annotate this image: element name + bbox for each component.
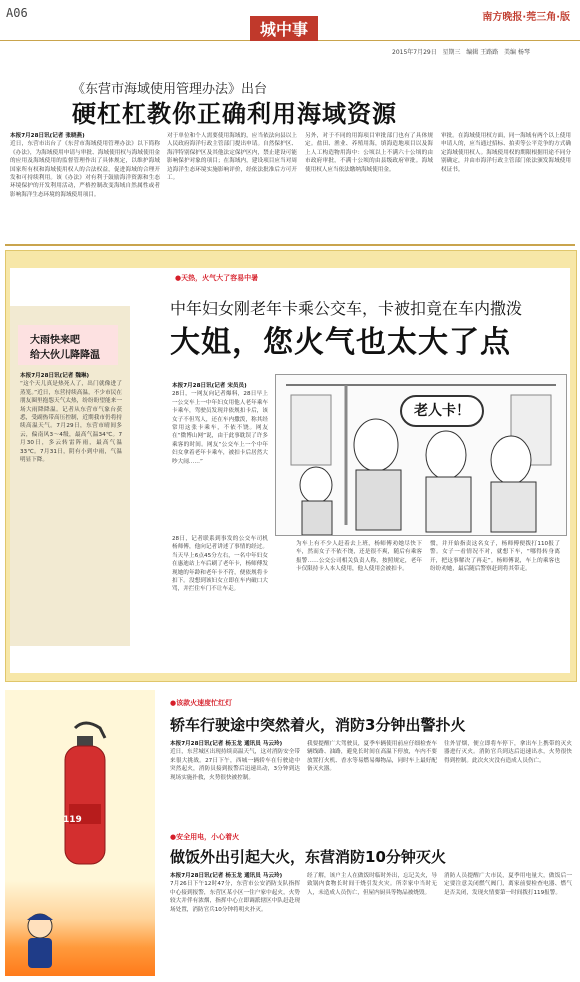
article2-col2: 28日，记者联系到事发的公交车司机杨师傅，他向记者讲述了事情的经过。当天早上6点45分左右，一名中年妇女在惠迪站上车后刷了老年卡，杨师傅发现她的年龄和老年卡不符，便依规将卡扣下。没想到该妇女立即在车内破口大骂，并拦住车门不让车走。 [172,536,268,593]
article2-col3: 为车上有不少人赶着去上班，杨师傅劝她尽快下车，然而女子不依不饶，还是很不爽，随后有乘客报警……公交公司相关负责人称，按照规定，老年卡仅限持卡人本人使用，他人使用会被扣卡。 [296,541,422,573]
article1-col1 [10,132,160,199]
article2-col1 [172,382,268,466]
article3-byline: 本报7月28日讯(记者 杨玉龙 通讯员 马云玲) [170,741,283,747]
article1-headline: 硬杠杠教你正确利用海域资源 [72,100,397,128]
issue-meta [392,47,530,56]
firefighter-mascot-icon [20,910,60,970]
article4-byline: 本报7月28日讯(记者 杨玉龙 通讯员 马云玲) [170,873,283,879]
article1-col4: 审批。在海域使用权方面，同一海域有两个以上使用申请人的，应当通过招标、拍卖等公平竞争的方式确定海域使用权人。海域使用权的期限根据用途不同分别确定，并由市海洋行政主管部门依法颁发海域使用权证书。 [441,133,571,173]
article3-col1-text: 近日，东营城区出现持续高温天气，这对消防安全带来很大挑战。27日下午，西城一辆轿车在行驶途中突然起火，消防员接到报警后迅速出动，3分钟到达现场实施扑救，火势很快被控制。 [170,749,300,781]
article3-col3: 往外冒烟，便立即将车停下，拿出车上携带的灭火器进行灭火。消防官兵到达后迅速出水，火势很快得到控制。此次火灾没有造成人员伤亡。 [444,741,572,764]
weather-sidebar-body [20,372,122,464]
issue-weekday: 星期三 [442,49,461,56]
weather-sidebar-text: “这个天儿真是热死人了，出门就像进了蒸笼。”近日，东营持续高温，不少市民在朋友圈里抱怨天气太热，纷纷盼望能来一场大雨降降温。记者从东营市气象台获悉，受副热带高压控制，近期我市仍将持续高温天气。7月29日，东营市晴间多云，偏南风3～4级，最高气温34℃。7月30日，多云转雷阵雨，最高气温33℃。7月31日，阴有小到中雨，气温明显下降。 [20,381,122,464]
weather-sidebar-title2: 给大伙儿降降温 [30,350,100,361]
article1-col1-text: 近日，东营市出台了《东营市海域使用管理办法》以下简称《办法》，为海域使用申请与审批、海域使用权与海域使用金的应用及海域使用的监督管理作出了具体规定，以维护海域国家所有权和海域使用权人的合法权益，促进海域的合理开发和可持续利用。该《办法》对有利于鼓励海洋资源和生态环境保护的开发利用活动，严格控制改变海域自然属性或者影响海洋生态环境的海域使用项目。 [10,141,160,198]
section-title: 城中事 [250,16,318,41]
article2-byline: 本报7月28日讯(记者 宋员员) [172,383,247,389]
article2-col1-text: 28日，一网友向记者爆料，28日早上一公交车上一中年妇女用他人老年乘车卡乘车，驾驶员发现并依规扣卡后，该女子不但骂人，还在车内撒泼，称其经常用这张卡乘车，不依不饶。网友在“微博山网”说，由于此事耽误了许多乘客的时间。网友“公交车上一个中年妇女拿着老年卡乘车，被扣卡后居然大吵大闹……” [172,391,268,465]
page-header [0,0,580,41]
article4-badge: ●安全用电，小心着火 [170,833,240,841]
article4-col2: 经了解，该户主人在做饭时临时外出，忘记关火，导致锅内食物长时间干烧引发火灾。所幸家中当时无人，未造成人员伤亡，但屋内厨具等物品被烧毁。 [307,873,437,896]
article1-col3: 另外，对于不同的用海项目审批部门也有了具体规定。盐田、渔业、养殖用海，填海造地项目以及海上人工构造物用海中：公顷以上不满六十公顷的由市政府审批，不满十公顷的由县级政府审批。海域使用权人应当依法缴纳海域使用金。 [305,133,433,173]
issue-editor: 编辑 王路路 [466,49,499,56]
article4-col1-text: 7月26日下午12时47分，东营市公安消防支队指挥中心接到报警，东营区某小区一住户家中起火，火势较大并伴有浓烟，指挥中心立即调派辖区中队赶赴现场处置，消防官兵10分钟将明火扑灭。 [170,881,300,913]
article2-subhead: 中年妇女刚老年卡乘公交车，卡被扣竟在车内撒泼 [170,299,523,318]
article3-badge: ●该款火速度忙红灯 [170,699,233,707]
article2-col4: 惯，并开始指责这名女子，杨师傅便拨打110报了警。女子一看情况不对，就想下车，“哪得转身离开，把这事解决了再走”。杨师傅说，车上的乘客也纷纷劝她，最后随后警察赶到将其带走。 [430,541,560,573]
emergency-number-badge: 119 [63,815,82,825]
issue-date: 2015年7月29日 [392,49,437,56]
section-divider [5,244,575,246]
newspaper-brand: 南方晚报·莞三角·版 [482,12,570,23]
article1-byline: 本报7月28日讯(记者 张晓燕) [10,133,85,139]
weather-sidebar-byline: 本报7月28日讯(记者 魏琳) [20,373,90,379]
fire-extinguisher-icon [55,718,115,868]
article2-headline: 大姐，您火气也太大了点 [170,325,511,360]
article1-kicker: 《东营市海域使用管理办法》出台 [72,82,268,97]
article3-headline: 轿车行驶途中突然着火，消防3分钟出警扑火 [170,716,466,734]
weather-sidebar-title1: 大雨快来吧 [30,335,80,346]
article3-col1 [170,740,300,782]
article1-col2: 对于单位和个人需要使用海域的，应当依法向县以上人民政府海洋行政主管部门提出申请。自然保护区、海洋特别保护区及其他法定保护区内，禁止建设可能影响保护对象的项目；在海域内，建设项目应当对周边海洋生态环境实施影响评价，经依法批准后方可开工。 [167,133,297,182]
article4-headline: 做饭外出引起大火，东营消防10分钟灭火 [170,848,446,866]
article2-badge: ●天热，火气大了容易中暑 [175,274,259,282]
article3-col2: 我要提醒广大驾驶员，夏季车辆使用前应仔细检查车辆线路、油路，避免长时间在高温下停放，车内不要放置打火机、香水等易燃易爆物品，同时车上最好配备灭火器。 [307,741,437,773]
page-number: A06 [6,6,28,20]
issue-designer: 美编 杨琴 [503,49,530,56]
speech-bubble: 老人卡！ [400,395,484,427]
article4-col1 [170,872,300,914]
article4-col3: 消防人员提醒广大市民，夏季用电量大，做饭后一定要注意关闭燃气阀门，离家前要检查电器、燃气是否关闭，发现火情要第一时间拨打119报警。 [444,873,572,896]
